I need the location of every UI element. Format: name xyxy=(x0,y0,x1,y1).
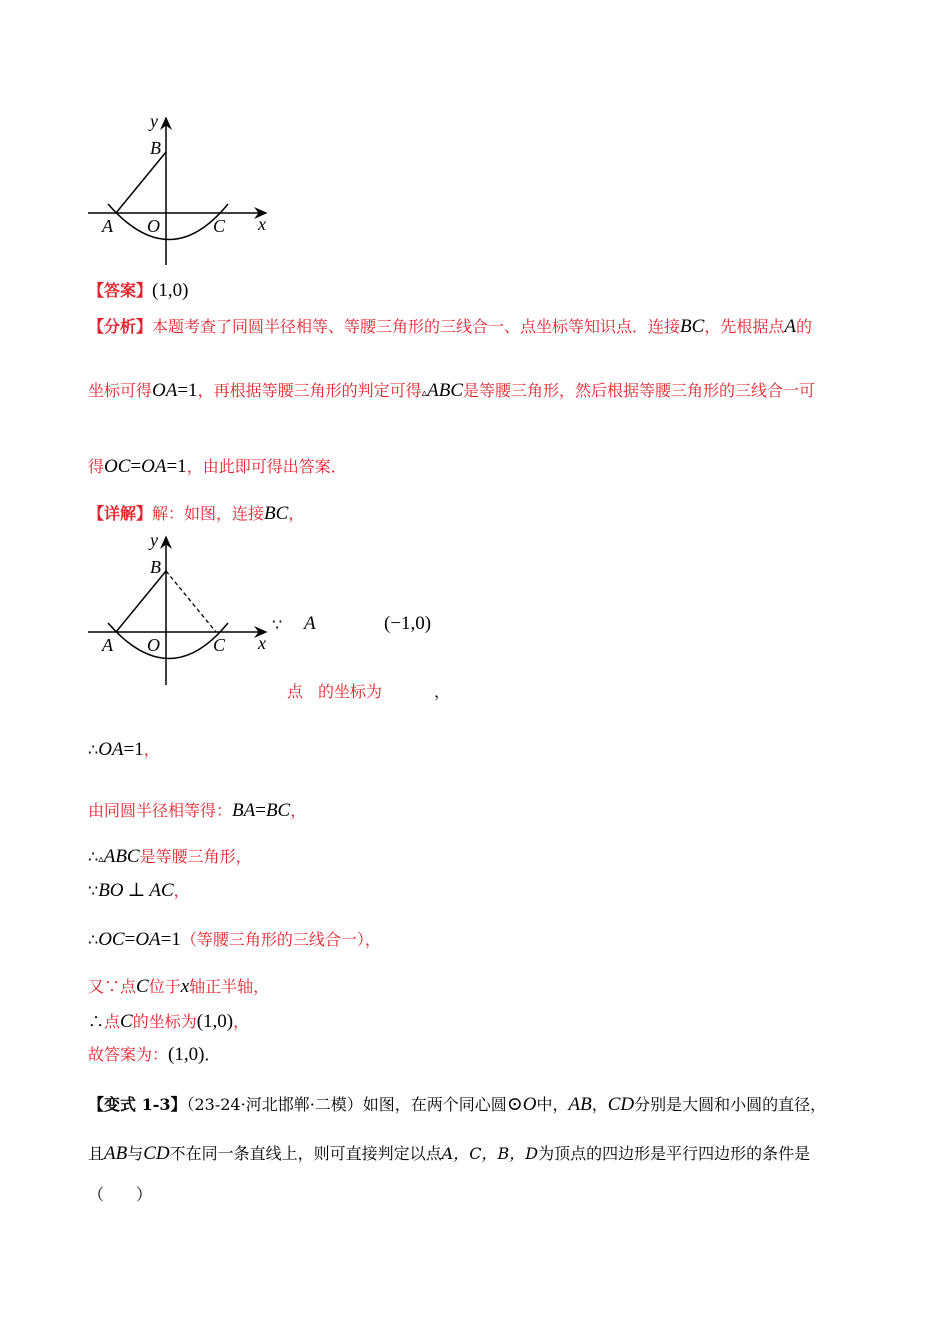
step-3: ∴▵ABC是等腰三角形， xyxy=(88,846,252,867)
svg-text:x: x xyxy=(258,214,266,234)
figure-coordinate-diagram-1 xyxy=(84,110,284,270)
svg-text:C: C xyxy=(213,216,226,236)
answer-line xyxy=(88,280,188,302)
coord-label: 的坐标为 xyxy=(318,682,383,701)
svg-text:O: O xyxy=(147,216,160,236)
point-label: 点 xyxy=(287,682,304,701)
variant-line-1: 【变式 1-3】（23-24·河北邯郸·二模）如图，在两个同心圆⊙O中，AB，CD分别是大圆和小圆的直径， xyxy=(88,1094,827,1115)
answer-tag: 【答案】 xyxy=(88,281,153,300)
analysis-line-1: 【分析】本题考查了同圆半径相等、等腰三角形的三线合一、点坐标等知识点．连接BC，先根据点A的 xyxy=(88,316,812,337)
svg-text:x: x xyxy=(258,633,266,653)
because-symbol: ∵ xyxy=(272,615,283,634)
step-6: 又∵点C位于x轴正半轴， xyxy=(88,976,270,997)
step-2: 由同圆半径相等得：BA=BC， xyxy=(88,800,307,821)
segment-bc-dashed xyxy=(166,571,216,632)
segment-ab xyxy=(116,152,166,213)
svg-text:A: A xyxy=(102,635,113,655)
analysis-tag: 【分析】 xyxy=(88,317,153,336)
svg-text:C: C xyxy=(213,635,226,655)
figure-coordinate-diagram-2 xyxy=(84,530,284,690)
detail-tag: 【详解】 xyxy=(88,504,153,523)
step-1: ∴OA=1， xyxy=(88,739,160,760)
arc xyxy=(108,204,228,240)
svg-text:B: B xyxy=(150,557,161,577)
detail-intro: 【详解】解：如图，连接BC， xyxy=(88,503,305,524)
comma: ， xyxy=(434,682,451,701)
svg-text:O: O xyxy=(147,635,160,655)
svg-text:B: B xyxy=(150,138,161,158)
svg-text:y: y xyxy=(150,111,158,131)
step-7: ∴点C的坐标为(1,0)， xyxy=(88,1011,250,1032)
svg-text:A: A xyxy=(102,216,113,236)
step-4: ∵BO ⊥ AC， xyxy=(88,880,190,901)
variant-line-2: 且AB与CD不在同一条直线上，则可直接判定以点A，C，B，D为顶点的四边形是平行四边形的条件是 xyxy=(88,1143,811,1164)
answer-blank: （ ） xyxy=(88,1185,153,1204)
step-8: 故答案为：(1,0)． xyxy=(88,1044,221,1065)
analysis-line-3: 得OC=OA=1，由此即可得出答案． xyxy=(88,456,347,477)
analysis-line-2: 坐标可得OA=1，再根据等腰三角形的判定可得▵ABC是等腰三角形，然后根据等腰三角形的三线合一可 xyxy=(88,380,816,401)
variant-tag: 【变式 1-3】 xyxy=(88,1095,187,1114)
svg-text:y: y xyxy=(150,530,158,550)
step-5: ∴OC=OA=1（等腰三角形的三线合一）， xyxy=(88,929,381,950)
answer-value: (1,0) xyxy=(152,280,189,301)
point-a: A xyxy=(304,613,316,634)
coord-a: (−1,0) xyxy=(384,613,432,634)
